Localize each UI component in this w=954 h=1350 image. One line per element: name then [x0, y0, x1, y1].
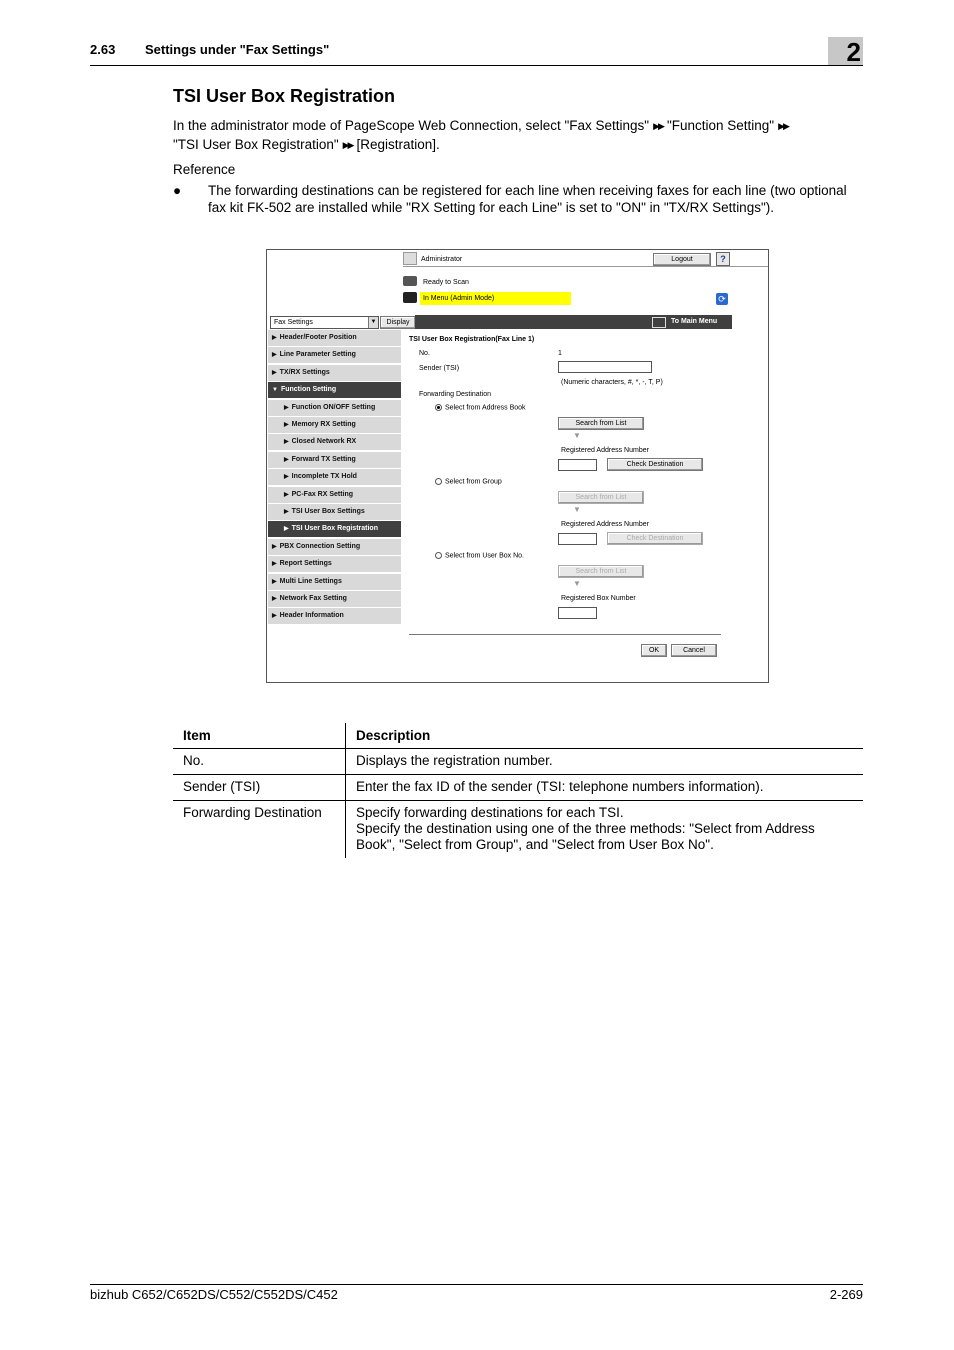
search-from-list-button-1[interactable]: Search from List [558, 417, 644, 430]
cell-item: Sender (TSI) [173, 775, 346, 801]
category-select[interactable] [270, 316, 379, 329]
triangle-right-icon: ▶ [284, 474, 289, 480]
sidebar-item-label: Report Settings [279, 560, 332, 567]
triangle-right-icon: ▶ [284, 439, 289, 445]
chapter-number: 2 [846, 37, 861, 67]
sidebar-item[interactable] [268, 539, 401, 556]
triangle-right-icon: ▶ [272, 370, 277, 376]
radio-selected-icon[interactable] [435, 404, 442, 411]
description-line: Enter the fax ID of the sender (TSI: telephone numbers information). [356, 779, 764, 794]
sidebar-item-label: Header Information [279, 612, 344, 619]
check-destination-button-2[interactable]: Check Destination [607, 532, 703, 545]
intro-paragraph [173, 117, 863, 155]
section-header-title: Settings under "Fax Settings" [145, 42, 330, 57]
registered-address-input-2[interactable] [558, 533, 597, 545]
logout-button[interactable]: Logout [653, 253, 711, 266]
cell-item: No. [173, 749, 346, 775]
sidebar-item-label: Multi Line Settings [279, 578, 342, 585]
footer-page-number: 2-269 [829, 1287, 863, 1302]
sidebar-item[interactable] [268, 452, 401, 469]
sidebar-item-label: Network Fax Setting [279, 595, 347, 602]
sidebar-item-label: Closed Network RX [291, 438, 357, 445]
triangle-right-icon: ▶ [272, 579, 277, 585]
footer-rule [90, 1284, 863, 1285]
triangle-right-icon: ▶ [272, 544, 277, 550]
intro-text-4: [Registration]. [356, 137, 440, 152]
sidebar-item[interactable] [268, 608, 401, 625]
triangle-right-icon: ▶ [284, 492, 289, 498]
no-value: 1 [558, 350, 562, 357]
sidebar-item-label: PBX Connection Setting [279, 543, 361, 550]
admin-label: Administrator [421, 256, 463, 263]
down-arrow-icon: ▼ [573, 579, 581, 588]
printer-mode-icon [403, 292, 417, 303]
registered-box-input[interactable] [558, 607, 597, 619]
sidebar-item[interactable] [268, 330, 401, 347]
option-group-label: Select from Group [445, 478, 502, 486]
search-from-list-button-3[interactable]: Search from List [558, 565, 644, 578]
sidebar-item-label: Header/Footer Position [279, 334, 357, 341]
forwarding-label: Forwarding Destination [419, 391, 491, 398]
form-divider [409, 634, 721, 635]
description-table [173, 723, 863, 858]
search-from-list-button-2[interactable]: Search from List [558, 491, 644, 504]
sidebar-item[interactable] [268, 556, 401, 573]
no-label: No. [419, 350, 430, 357]
cancel-button[interactable]: Cancel [671, 644, 717, 657]
sidebar-item-label: Forward TX Setting [291, 456, 356, 463]
description-line: Specify the destination using one of the three methods: "Select from Address Book", "Select from Group", and "Select from User Box No". [356, 821, 815, 852]
refresh-icon[interactable]: ⟳ [716, 293, 728, 305]
top-divider [403, 266, 769, 267]
sender-hint: (Numeric characters, #, *, -, T, P) [561, 379, 663, 386]
category-select-value: Fax Settings [274, 319, 313, 326]
display-button[interactable]: Display [380, 316, 416, 329]
table-row [173, 749, 863, 775]
registered-box-label: Registered Box Number [561, 595, 636, 602]
sidebar-item[interactable] [268, 591, 401, 608]
sidebar-item[interactable] [268, 434, 401, 451]
double-arrow-icon: ▶▶ [342, 140, 353, 150]
status-mode: In Menu (Admin Mode) [420, 292, 571, 305]
table-header-row [173, 723, 863, 749]
column-header-description: Description [346, 723, 864, 749]
triangle-right-icon: ▶ [272, 596, 277, 602]
web-connection-screenshot [266, 249, 769, 683]
triangle-down-icon: ▼ [272, 387, 278, 393]
triangle-right-icon: ▶ [272, 561, 277, 567]
reference-label: Reference [173, 162, 236, 177]
cell-description [346, 801, 864, 859]
reference-bullet-text: The forwarding destinations can be registered for each line when receiving faxes for each line (two optional fax kit FK-502 are installed while "RX Setting for each Line" is set to "ON" in "TX/RX Settings"). [208, 183, 847, 215]
option-group[interactable] [435, 478, 502, 485]
footer-model: bizhub C652/C652DS/C552/C552DS/C452 [90, 1287, 338, 1302]
sidebar-item[interactable] [268, 400, 401, 417]
option-user-box-label: Select from User Box No. [445, 552, 524, 560]
triangle-right-icon: ▶ [284, 405, 289, 411]
registered-address-label-2: Registered Address Number [561, 521, 649, 528]
form-title: TSI User Box Registration(Fax Line 1) [409, 336, 535, 343]
triangle-right-icon: ▶ [284, 422, 289, 428]
sidebar-item-label: TSI User Box Registration [291, 525, 378, 532]
cell-description [346, 749, 864, 775]
admin-icon [403, 252, 417, 265]
triangle-right-icon: ▶ [272, 613, 277, 619]
description-line: Specify forwarding destinations for each TSI. [356, 805, 624, 820]
double-arrow-icon: ▶▶ [778, 121, 788, 131]
check-destination-button-1[interactable]: Check Destination [607, 458, 703, 471]
sidebar-item[interactable] [268, 347, 401, 364]
option-address-book[interactable] [435, 404, 526, 411]
sidebar-item[interactable] [268, 574, 401, 591]
bullet-icon: ● [173, 183, 182, 198]
triangle-right-icon: ▶ [284, 526, 289, 532]
ok-button[interactable]: OK [641, 644, 667, 657]
sidebar-item-label: Memory RX Setting [291, 421, 356, 428]
header-rule [90, 65, 863, 66]
intro-text-3: "TSI User Box Registration" [173, 137, 339, 152]
description-line: Displays the registration number. [356, 753, 553, 768]
sidebar-item-label: PC-Fax RX Setting [291, 491, 354, 498]
sidebar-item[interactable] [268, 417, 401, 434]
page-title: TSI User Box Registration [173, 86, 396, 106]
help-icon[interactable]: ? [716, 252, 730, 266]
sidebar-item[interactable] [268, 521, 401, 538]
sidebar-item[interactable] [268, 382, 401, 399]
sidebar-item[interactable] [268, 504, 401, 521]
radio-unselected-icon[interactable] [435, 478, 442, 485]
sender-input[interactable] [558, 361, 652, 373]
option-address-book-label: Select from Address Book [445, 404, 526, 412]
double-arrow-icon: ▶▶ [653, 121, 663, 131]
sidebar-item-label: Function ON/OFF Setting [291, 404, 376, 411]
registered-address-label-1: Registered Address Number [561, 447, 649, 454]
intro-text-1: In the administrator mode of PageScope Web Connection, select "Fax Settings" [173, 118, 650, 133]
sidebar-item[interactable] [268, 487, 401, 504]
section-number: 2.63 [90, 42, 116, 57]
sidebar-item-label: TX/RX Settings [279, 369, 330, 376]
chevron-down-icon: ▼ [368, 317, 378, 328]
column-header-item: Item [173, 723, 346, 749]
intro-text-2: "Function Setting" [666, 118, 775, 133]
triangle-right-icon: ▶ [284, 457, 289, 463]
table-row [173, 801, 863, 859]
sidebar-item-label: TSI User Box Settings [291, 508, 365, 515]
down-arrow-icon: ▼ [573, 431, 581, 440]
sender-label: Sender (TSI) [419, 365, 460, 372]
sidebar-item-label: Function Setting [280, 386, 337, 393]
registered-address-input-1[interactable] [558, 459, 597, 471]
sidebar-item-label: Incomplete TX Hold [291, 473, 357, 480]
status-ready: Ready to Scan [423, 279, 469, 286]
printer-icon [403, 276, 417, 286]
cell-description [346, 775, 864, 801]
sidebar-item[interactable] [268, 469, 401, 486]
option-user-box[interactable] [435, 552, 524, 559]
menu-icon [652, 317, 666, 328]
radio-unselected-icon[interactable] [435, 552, 442, 559]
table-row [173, 775, 863, 801]
sidebar-item-label: Line Parameter Setting [279, 351, 356, 358]
cell-item: Forwarding Destination [173, 801, 346, 859]
triangle-right-icon: ▶ [284, 509, 289, 515]
chapter-badge [828, 37, 863, 65]
triangle-right-icon: ▶ [272, 352, 277, 358]
sidebar-item[interactable] [268, 365, 401, 382]
down-arrow-icon: ▼ [573, 505, 581, 514]
triangle-right-icon: ▶ [272, 335, 277, 341]
to-main-menu-link[interactable]: To Main Menu [671, 318, 718, 325]
